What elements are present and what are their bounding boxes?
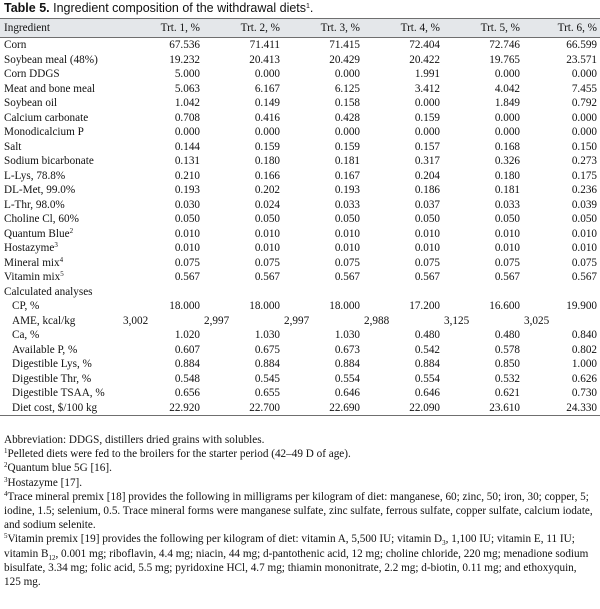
ingredient-name — [0, 140, 122, 155]
value-cell: 0.039 — [571, 198, 597, 211]
value-cell: 0.202 — [254, 184, 280, 196]
value-cell: 0.010 — [174, 227, 200, 240]
analysis-name: Available P, % — [12, 343, 78, 356]
ingredient-name — [0, 198, 122, 213]
analysis-name: AME, kcal/kg — [12, 314, 76, 327]
value-cell: 0.480 — [414, 329, 440, 341]
value-cell: 20.413 — [249, 53, 280, 66]
value-cell: 0.542 — [414, 343, 440, 356]
value-cell: 0.884 — [254, 358, 280, 370]
ingredient-label: Soybean oil — [4, 97, 58, 109]
value-cell: 0.428 — [334, 111, 360, 124]
table-row — [0, 82, 600, 97]
value-cell: 0.150 — [571, 140, 597, 153]
footnote-mark: 4 — [4, 489, 8, 498]
footnote-text: Vitamin premix [19] provides the following per kilogram of diet: vitamin A, 5,500 IU; vitamin D — [7, 533, 443, 546]
header-trt6: Trt. 6, % — [523, 19, 600, 38]
value-cell: 0.010 — [414, 227, 440, 240]
table-caption — [4, 1, 313, 16]
section-row — [0, 285, 600, 300]
value-cell: 0.000 — [254, 68, 280, 80]
analysis-name: Ca, % — [12, 329, 40, 341]
value-cell: 1.991 — [414, 68, 440, 80]
value-cell: 0.167 — [334, 169, 360, 182]
value-cell: 0.075 — [494, 256, 520, 269]
table-row — [0, 183, 600, 198]
value-cell: 0.158 — [334, 97, 360, 109]
table-row — [0, 169, 600, 184]
value-cell: 18.000 — [329, 300, 360, 312]
value-cell: 1.020 — [174, 329, 200, 341]
value-cell: 0.000 — [334, 126, 360, 138]
value-cell: 23.571 — [566, 53, 597, 66]
ingredient-label: Corn DDGS — [4, 68, 60, 80]
value-cell: 0.168 — [494, 140, 520, 153]
value-cell: 1.030 — [334, 329, 360, 341]
value-cell: 0.000 — [414, 126, 440, 138]
value-cell: 0.010 — [334, 227, 360, 240]
value-cell: 17.200 — [409, 300, 440, 312]
footnote-3 — [4, 476, 596, 490]
value-cell: 0.193 — [174, 184, 200, 196]
ingredient-label: Hostazyme — [4, 242, 55, 254]
analysis-name: CP, % — [12, 300, 40, 312]
ingredient-name — [0, 125, 122, 140]
value-cell: 2,997 — [284, 314, 310, 327]
ingredient-label: Calcium carbonate — [4, 111, 89, 124]
value-cell: 0.236 — [571, 184, 597, 196]
value-cell: 0.181 — [334, 155, 360, 167]
table-row — [0, 270, 600, 285]
value-cell: 0.159 — [254, 140, 280, 153]
value-cell: 0.273 — [571, 155, 597, 167]
header-trt1: Trt. 1, % — [122, 19, 203, 38]
value-cell: 0.000 — [334, 68, 360, 80]
value-cell: 0.000 — [571, 68, 597, 80]
value-cell: 22.700 — [203, 401, 283, 416]
value-cell: 2,997 — [204, 314, 230, 327]
ingredient-name — [0, 96, 122, 111]
value-cell: 67.536 — [169, 39, 200, 51]
table-row — [0, 314, 600, 329]
ingredient-label: Monodicalcium P — [4, 126, 84, 138]
footnote-text: Quantum blue 5G [16]. — [7, 462, 112, 475]
header-ingredient: Ingredient — [0, 19, 122, 38]
value-cell: 0.545 — [254, 372, 280, 385]
table-body — [0, 38, 600, 416]
table-row — [0, 401, 600, 416]
table-row — [0, 53, 600, 68]
value-cell: 0.193 — [334, 184, 360, 196]
table-row — [0, 256, 600, 271]
value-cell: 0.210 — [174, 169, 200, 182]
value-cell: 0.010 — [334, 242, 360, 254]
ingredient-table — [0, 18, 600, 416]
value-cell: 0.567 — [174, 271, 200, 283]
ingredient-label: Mineral mix — [4, 256, 60, 269]
value-cell: 3,125 — [444, 314, 470, 327]
value-cell: 0.075 — [414, 256, 440, 269]
value-cell: 0.159 — [334, 140, 360, 153]
table-row — [0, 96, 600, 111]
value-cell: 71.411 — [249, 39, 280, 51]
value-cell: 20.429 — [329, 53, 360, 66]
value-cell: 20.422 — [409, 53, 440, 66]
ingredient-name — [0, 256, 122, 271]
value-cell: 0.708 — [174, 111, 200, 124]
value-cell: 0.010 — [254, 242, 280, 254]
footnote-mark: 4 — [59, 255, 64, 264]
value-cell: 18.000 — [169, 300, 200, 312]
footnote-text: Hostazyme [17]. — [7, 476, 83, 489]
value-cell: 0.010 — [494, 242, 520, 254]
value-cell: 0.149 — [254, 97, 280, 109]
caption-label: Table 5. — [4, 1, 50, 15]
table-row — [0, 111, 600, 126]
value-cell: 0.010 — [571, 227, 597, 240]
table-row — [0, 328, 600, 343]
ingredient-label: Quantum Blue — [4, 227, 70, 240]
ingredient-label: L-Lys, 78.8% — [4, 169, 66, 182]
value-cell: 0.157 — [414, 140, 440, 153]
value-cell: 0.075 — [254, 256, 280, 269]
value-cell: 0.159 — [414, 111, 440, 124]
value-cell: 0.850 — [494, 358, 520, 370]
value-cell: 0.548 — [174, 372, 200, 385]
value-cell: 0.567 — [334, 271, 360, 283]
table-row — [0, 154, 600, 169]
footnote-5 — [4, 532, 596, 589]
value-cell: 66.599 — [566, 39, 597, 51]
table-row — [0, 140, 600, 155]
value-cell: 19.232 — [169, 53, 200, 66]
value-cell: 1.042 — [174, 97, 200, 109]
caption-footnote-mark: 1 — [306, 3, 310, 10]
value-cell: 4.042 — [494, 82, 520, 95]
value-cell: 0.166 — [254, 169, 280, 182]
value-cell: 0.567 — [494, 271, 520, 283]
footnote-text: , 1,100 IU; vitamin E, 11 IU; vitamin B — [4, 533, 575, 560]
ingredient-label: L-Thr, 98.0% — [4, 198, 65, 211]
header-trt3: Trt. 3, % — [283, 19, 363, 38]
value-cell: 6.167 — [254, 82, 280, 95]
value-cell: 5.000 — [174, 68, 200, 80]
footnote-mark: 5 — [60, 270, 64, 278]
value-cell: 0.554 — [414, 372, 440, 385]
value-cell: 1.000 — [571, 358, 597, 370]
ingredient-name — [0, 111, 122, 126]
value-cell: 0.673 — [334, 343, 360, 356]
footnote-mark: 3 — [4, 475, 8, 484]
value-cell: 0.317 — [414, 155, 440, 167]
value-cell: 19.900 — [566, 300, 597, 312]
value-cell: 72.404 — [409, 39, 440, 51]
value-cell: 0.010 — [571, 242, 597, 254]
table-row — [0, 372, 600, 387]
caption-text: Ingredient composition of the withdrawal diets — [49, 1, 307, 15]
footnote-text: , 0.001 mg; riboflavin, 4.4 mg; niacin, 44 mg; d-pantothenic acid, 12 mg; choline chloride, 220 mg; menadione sodium bisulfate, 3.34 mg; folic acid, 5.5 mg; pyridoxine HCl, 4.7 mg; thiamin mononitrate, 2.2 mg; d-biotin, 0.11 mg; and ethoxyquin, 125 mg. — [4, 547, 589, 589]
value-cell: 72.746 — [489, 39, 520, 51]
table-row — [0, 357, 600, 372]
value-cell: 0.730 — [571, 387, 597, 399]
footnote-mark: 3 — [54, 241, 58, 249]
value-cell: 0.000 — [414, 97, 440, 109]
value-cell: 0.656 — [174, 387, 200, 399]
ingredient-name — [0, 38, 122, 53]
value-cell: 0.180 — [494, 169, 520, 182]
ingredient-name — [0, 270, 122, 285]
value-cell: 3.412 — [414, 82, 440, 95]
value-cell: 0.480 — [494, 329, 520, 341]
footnote-mark: 1 — [4, 447, 8, 456]
footnote-mark: 2 — [69, 226, 74, 235]
ingredient-label: Salt — [4, 140, 22, 153]
value-cell: 18.000 — [249, 300, 280, 312]
value-cell: 2,988 — [364, 314, 390, 327]
value-cell: 0.075 — [571, 256, 597, 269]
value-cell: 0.884 — [414, 358, 440, 370]
table-row — [0, 299, 600, 314]
value-cell: 0.050 — [494, 213, 520, 225]
value-cell: 5.063 — [174, 82, 200, 95]
value-cell: 0.675 — [254, 343, 280, 356]
value-cell: 0.204 — [414, 169, 440, 182]
value-cell: 0.050 — [174, 213, 200, 225]
analysis-name: Digestible Thr, % — [12, 372, 92, 385]
value-cell: 0.050 — [334, 213, 360, 225]
value-cell: 0.186 — [414, 184, 440, 196]
value-cell: 24.330 — [523, 401, 600, 416]
value-cell: 0.326 — [494, 155, 520, 167]
table-row — [0, 343, 600, 358]
value-cell: 0.567 — [414, 271, 440, 283]
value-cell: 0.646 — [414, 387, 440, 399]
table-row — [0, 67, 600, 82]
ingredient-name — [0, 169, 122, 184]
value-cell: 0.554 — [334, 372, 360, 385]
footnote-2 — [4, 461, 596, 475]
value-cell: 22.920 — [122, 401, 203, 416]
value-cell: 0.840 — [571, 329, 597, 341]
footnote-4 — [4, 490, 596, 533]
value-cell: 0.037 — [414, 198, 440, 211]
value-cell: 6.125 — [334, 82, 360, 95]
ingredient-name — [0, 53, 122, 68]
value-cell: 0.802 — [571, 343, 597, 356]
ingredient-label: DL-Met, 99.0% — [4, 184, 76, 196]
value-cell: 0.000 — [494, 126, 520, 138]
value-cell: 0.000 — [571, 126, 597, 138]
ingredient-name — [0, 227, 122, 242]
value-cell: 0.000 — [174, 126, 200, 138]
ingredient-name — [0, 212, 122, 227]
value-cell: 0.010 — [174, 242, 200, 254]
value-cell: 0.884 — [174, 358, 200, 370]
value-cell: 0.607 — [174, 343, 200, 356]
value-cell: 1.030 — [254, 329, 280, 341]
ingredient-label: Soybean meal (48%) — [4, 53, 98, 66]
ingredient-label: Choline Cl, 60% — [4, 213, 79, 225]
value-cell: 0.000 — [494, 111, 520, 124]
value-cell: 0.180 — [254, 155, 280, 167]
table-row — [0, 227, 600, 242]
value-cell: 22.090 — [363, 401, 443, 416]
value-cell: 0.626 — [571, 372, 597, 385]
footnote-mark: 5 — [4, 532, 8, 541]
ingredient-label: Corn — [4, 39, 27, 51]
value-cell: 19.765 — [489, 53, 520, 66]
subscript: 12 — [48, 553, 56, 562]
ingredient-label: Vitamin mix — [4, 271, 61, 283]
value-cell: 23.610 — [443, 401, 523, 416]
value-cell: 0.000 — [571, 111, 597, 124]
value-cell: 22.690 — [283, 401, 363, 416]
header-trt2: Trt. 2, % — [203, 19, 283, 38]
value-cell: 0.578 — [494, 343, 520, 356]
table-row — [0, 241, 600, 256]
caption-end: . — [309, 1, 314, 15]
ingredient-name — [0, 241, 122, 256]
header-row — [0, 19, 600, 38]
value-cell: 0.175 — [571, 169, 597, 182]
value-cell: 71.415 — [329, 39, 360, 51]
value-cell: 0.033 — [334, 198, 360, 211]
analysis-name: Digestible TSAA, % — [12, 387, 105, 399]
section-heading: Calculated analyses — [4, 285, 93, 298]
value-cell: 3,002 — [123, 314, 149, 327]
header-trt4: Trt. 4, % — [363, 19, 443, 38]
value-cell: 0.144 — [174, 140, 200, 153]
value-cell: 3,025 — [524, 314, 550, 327]
ingredient-name — [0, 154, 122, 169]
value-cell: 0.532 — [494, 372, 520, 385]
ingredient-name — [0, 183, 122, 198]
footnote-text: Pelleted diets were fed to the broilers for the starter period (42–49 D of age). — [7, 448, 351, 461]
subscript: 3 — [442, 539, 446, 548]
value-cell: 0.131 — [174, 155, 200, 167]
value-cell: 0.010 — [414, 242, 440, 254]
table-row — [0, 198, 600, 213]
value-cell: 0.075 — [334, 256, 360, 269]
table-row — [0, 386, 600, 401]
value-cell: 16.600 — [489, 300, 520, 312]
value-cell: 0.792 — [571, 97, 597, 109]
footnotes — [4, 433, 596, 589]
value-cell: 0.646 — [334, 387, 360, 399]
table-row — [0, 125, 600, 140]
ingredient-label: Sodium bicarbonate — [4, 155, 94, 167]
value-cell: 0.033 — [494, 198, 520, 211]
value-cell: 0.024 — [254, 198, 280, 211]
value-cell: 0.030 — [174, 198, 200, 211]
value-cell: 0.000 — [254, 126, 280, 138]
value-cell: 0.010 — [254, 227, 280, 240]
table-row — [0, 212, 600, 227]
value-cell: 0.181 — [494, 184, 520, 196]
value-cell: 7.455 — [571, 82, 597, 95]
value-cell: 0.075 — [174, 256, 200, 269]
value-cell: 0.416 — [254, 111, 280, 124]
footnote-text: Trace mineral premix [18] provides the following in milligrams per kilogram of diet: manganese, 60; zinc, 50; iron, 30; copper, 5; iodine, 1.5; selenium, 0.5. Trace mineral forms were manganese sulfate, zinc sulfate, ferrous sulfate, copper sulfate, calcium iodate, and sodium selenite. — [4, 490, 593, 532]
value-cell: 0.010 — [494, 227, 520, 240]
value-cell: 0.655 — [254, 387, 280, 399]
value-cell: 0.621 — [494, 387, 520, 399]
footnote-abbreviation: Abbreviation: DDGS, distillers dried grains with solubles. — [4, 434, 265, 446]
value-cell: 1.849 — [494, 97, 520, 109]
value-cell: 0.567 — [571, 271, 597, 283]
value-cell: 0.567 — [254, 271, 280, 283]
analysis-name: Diet cost, $/100 kg — [0, 401, 122, 416]
value-cell: 0.884 — [334, 358, 360, 370]
value-cell: 0.050 — [571, 213, 597, 225]
ingredient-name — [0, 82, 122, 97]
ingredient-label: Meat and bone meal — [4, 82, 96, 95]
value-cell: 0.000 — [494, 68, 520, 80]
table-row — [0, 38, 600, 53]
header-trt5: Trt. 5, % — [443, 19, 523, 38]
value-cell: 0.050 — [254, 213, 280, 225]
analysis-name: Digestible Lys, % — [12, 358, 92, 370]
footnote-mark: 2 — [4, 461, 8, 470]
ingredient-name — [0, 67, 122, 82]
footnote-1 — [4, 447, 596, 461]
value-cell: 0.050 — [414, 213, 440, 225]
